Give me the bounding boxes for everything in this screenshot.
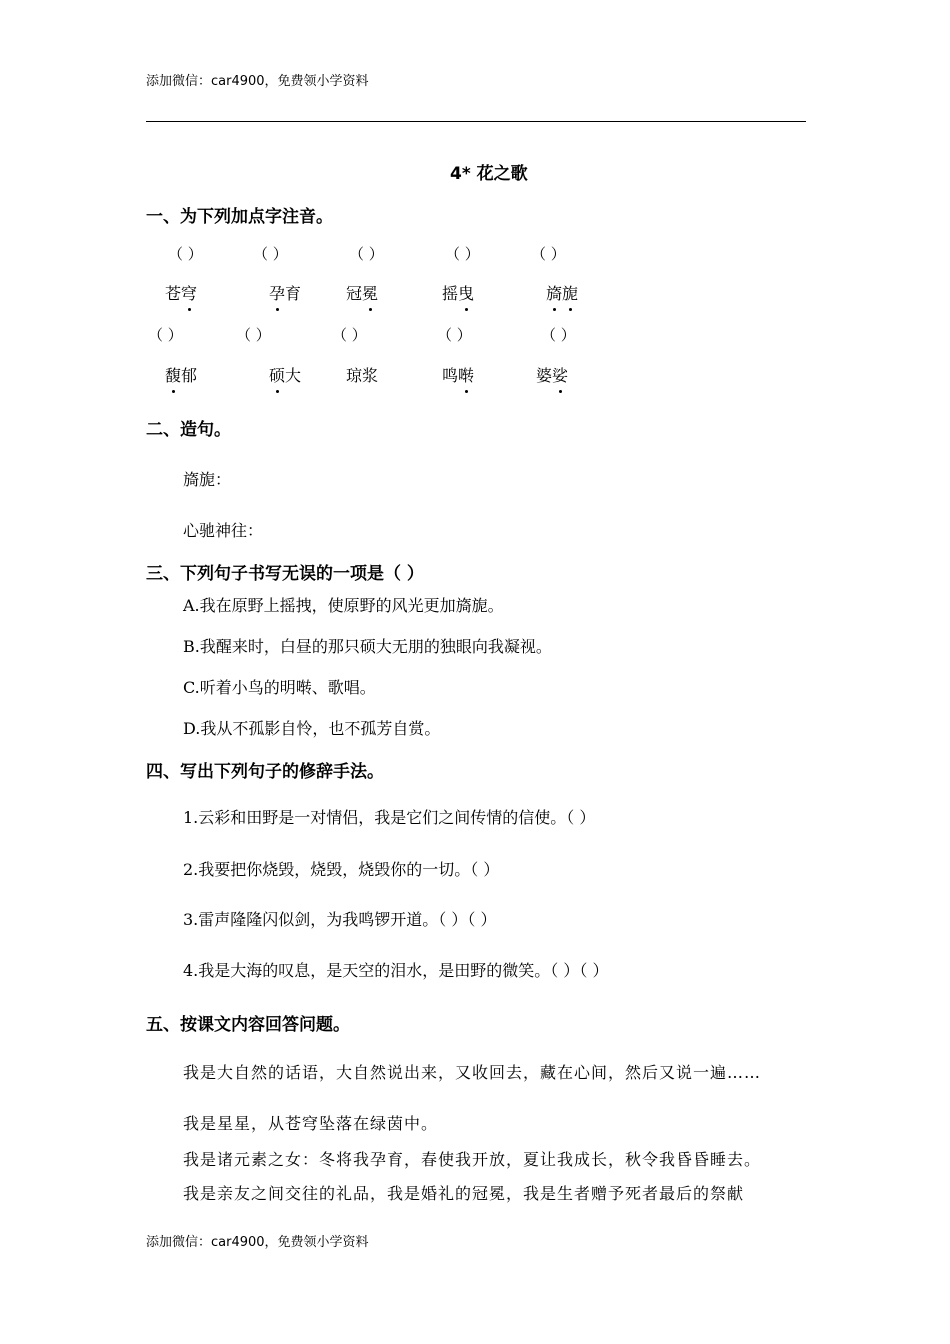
vocab-word: 冠冕 bbox=[346, 281, 378, 304]
section-2-heading: 二、造句。 bbox=[146, 420, 231, 440]
answer-blank: （ ） bbox=[531, 245, 566, 263]
dotted-char: 冕 bbox=[362, 281, 378, 304]
vocab-word: 硕大 bbox=[269, 363, 301, 386]
answer-blank: （ ） bbox=[236, 326, 271, 344]
answer-blank: （ ） bbox=[349, 245, 384, 263]
vocab-word: 琼浆 bbox=[346, 366, 379, 385]
vocab-word: 婆娑 bbox=[536, 363, 568, 386]
answer-blank: （ ） bbox=[541, 326, 576, 344]
dotted-char: 硕 bbox=[269, 363, 285, 386]
dotted-char: 娑 bbox=[552, 363, 568, 386]
dotted-char: 穹 bbox=[181, 281, 197, 304]
vocab-word: 摇曳 bbox=[442, 281, 474, 304]
rhetoric-item: 1.云彩和田野是一对情侣，我是它们之间传情的信使。（ ） bbox=[183, 808, 596, 827]
section-5-heading: 五、按课文内容回答问题。 bbox=[146, 1015, 350, 1035]
answer-blank: （ ） bbox=[445, 245, 480, 263]
passage-line: 我是大自然的话语，大自然说出来，又收回去，藏在心间，然后又说一遍…… bbox=[183, 1063, 762, 1082]
section-4-heading: 四、写出下列句子的修辞手法。 bbox=[146, 762, 384, 782]
passage-line: 我是星星，从苍穹坠落在绿茵中。 bbox=[183, 1114, 439, 1133]
passage-line: 我是诸元素之女：冬将我孕育，春使我开放，夏让我成长，秋令我昏昏睡去。 bbox=[183, 1150, 762, 1169]
option-c: C.听着小鸟的明啭、歌唱。 bbox=[183, 678, 376, 697]
vocab-word bbox=[546, 281, 578, 304]
vocab-word: 馥郁 bbox=[165, 363, 197, 386]
dotted-char: 曳 bbox=[458, 281, 474, 304]
page-title: 4* 花之歌 bbox=[450, 164, 528, 184]
sentence-prompt: 旖旎： bbox=[183, 470, 232, 489]
rhetoric-item: 4.我是大海的叹息，是天空的泪水，是田野的微笑。（ ）（ ） bbox=[183, 961, 609, 980]
dotted-char: 馥 bbox=[165, 363, 181, 386]
answer-blank: （ ） bbox=[332, 326, 367, 344]
section-3-heading: 三、下列句子书写无误的一项是（ ） bbox=[146, 564, 424, 584]
dotted-char: 孕 bbox=[269, 281, 285, 304]
vocab-word: 苍穹 bbox=[165, 281, 197, 304]
option-d: D.我从不孤影自怜，也不孤芳自赏。 bbox=[183, 719, 441, 738]
section-1-heading: 一、为下列加点字注音。 bbox=[146, 207, 333, 227]
option-a: A.我在原野上摇拽，使原野的风光更加旖旎。 bbox=[183, 596, 504, 615]
header-text: 添加微信：car4900，免费领小学资料 bbox=[146, 74, 369, 89]
dotted-char: 啭 bbox=[458, 363, 474, 386]
rhetoric-item: 3.雷声隆隆闪似剑，为我鸣锣开道。（ ）（ ） bbox=[183, 910, 497, 929]
answer-blank: （ ） bbox=[168, 245, 203, 263]
option-b: B.我醒来时，白昼的那只硕大无朋的独眼向我凝视。 bbox=[183, 637, 552, 656]
header-divider bbox=[146, 121, 806, 122]
sentence-prompt: 心驰神往： bbox=[183, 521, 264, 540]
answer-blank: （ ） bbox=[437, 326, 472, 344]
answer-blank: （ ） bbox=[148, 326, 183, 344]
footer-text: 添加微信：car4900，免费领小学资料 bbox=[146, 1235, 369, 1250]
vocab-word: 鸣啭 bbox=[442, 363, 474, 386]
passage-line: 我是亲友之间交往的礼品，我是婚礼的冠冕，我是生者赠予死者最后的祭献 bbox=[183, 1184, 745, 1203]
dotted-char: 旎 bbox=[562, 281, 578, 304]
rhetoric-item: 2.我要把你烧毁，烧毁，烧毁你的一切。（ ） bbox=[183, 860, 500, 879]
dotted-char: 旖 bbox=[546, 281, 562, 304]
answer-blank: （ ） bbox=[253, 245, 288, 263]
vocab-word: 孕育 bbox=[269, 281, 301, 304]
